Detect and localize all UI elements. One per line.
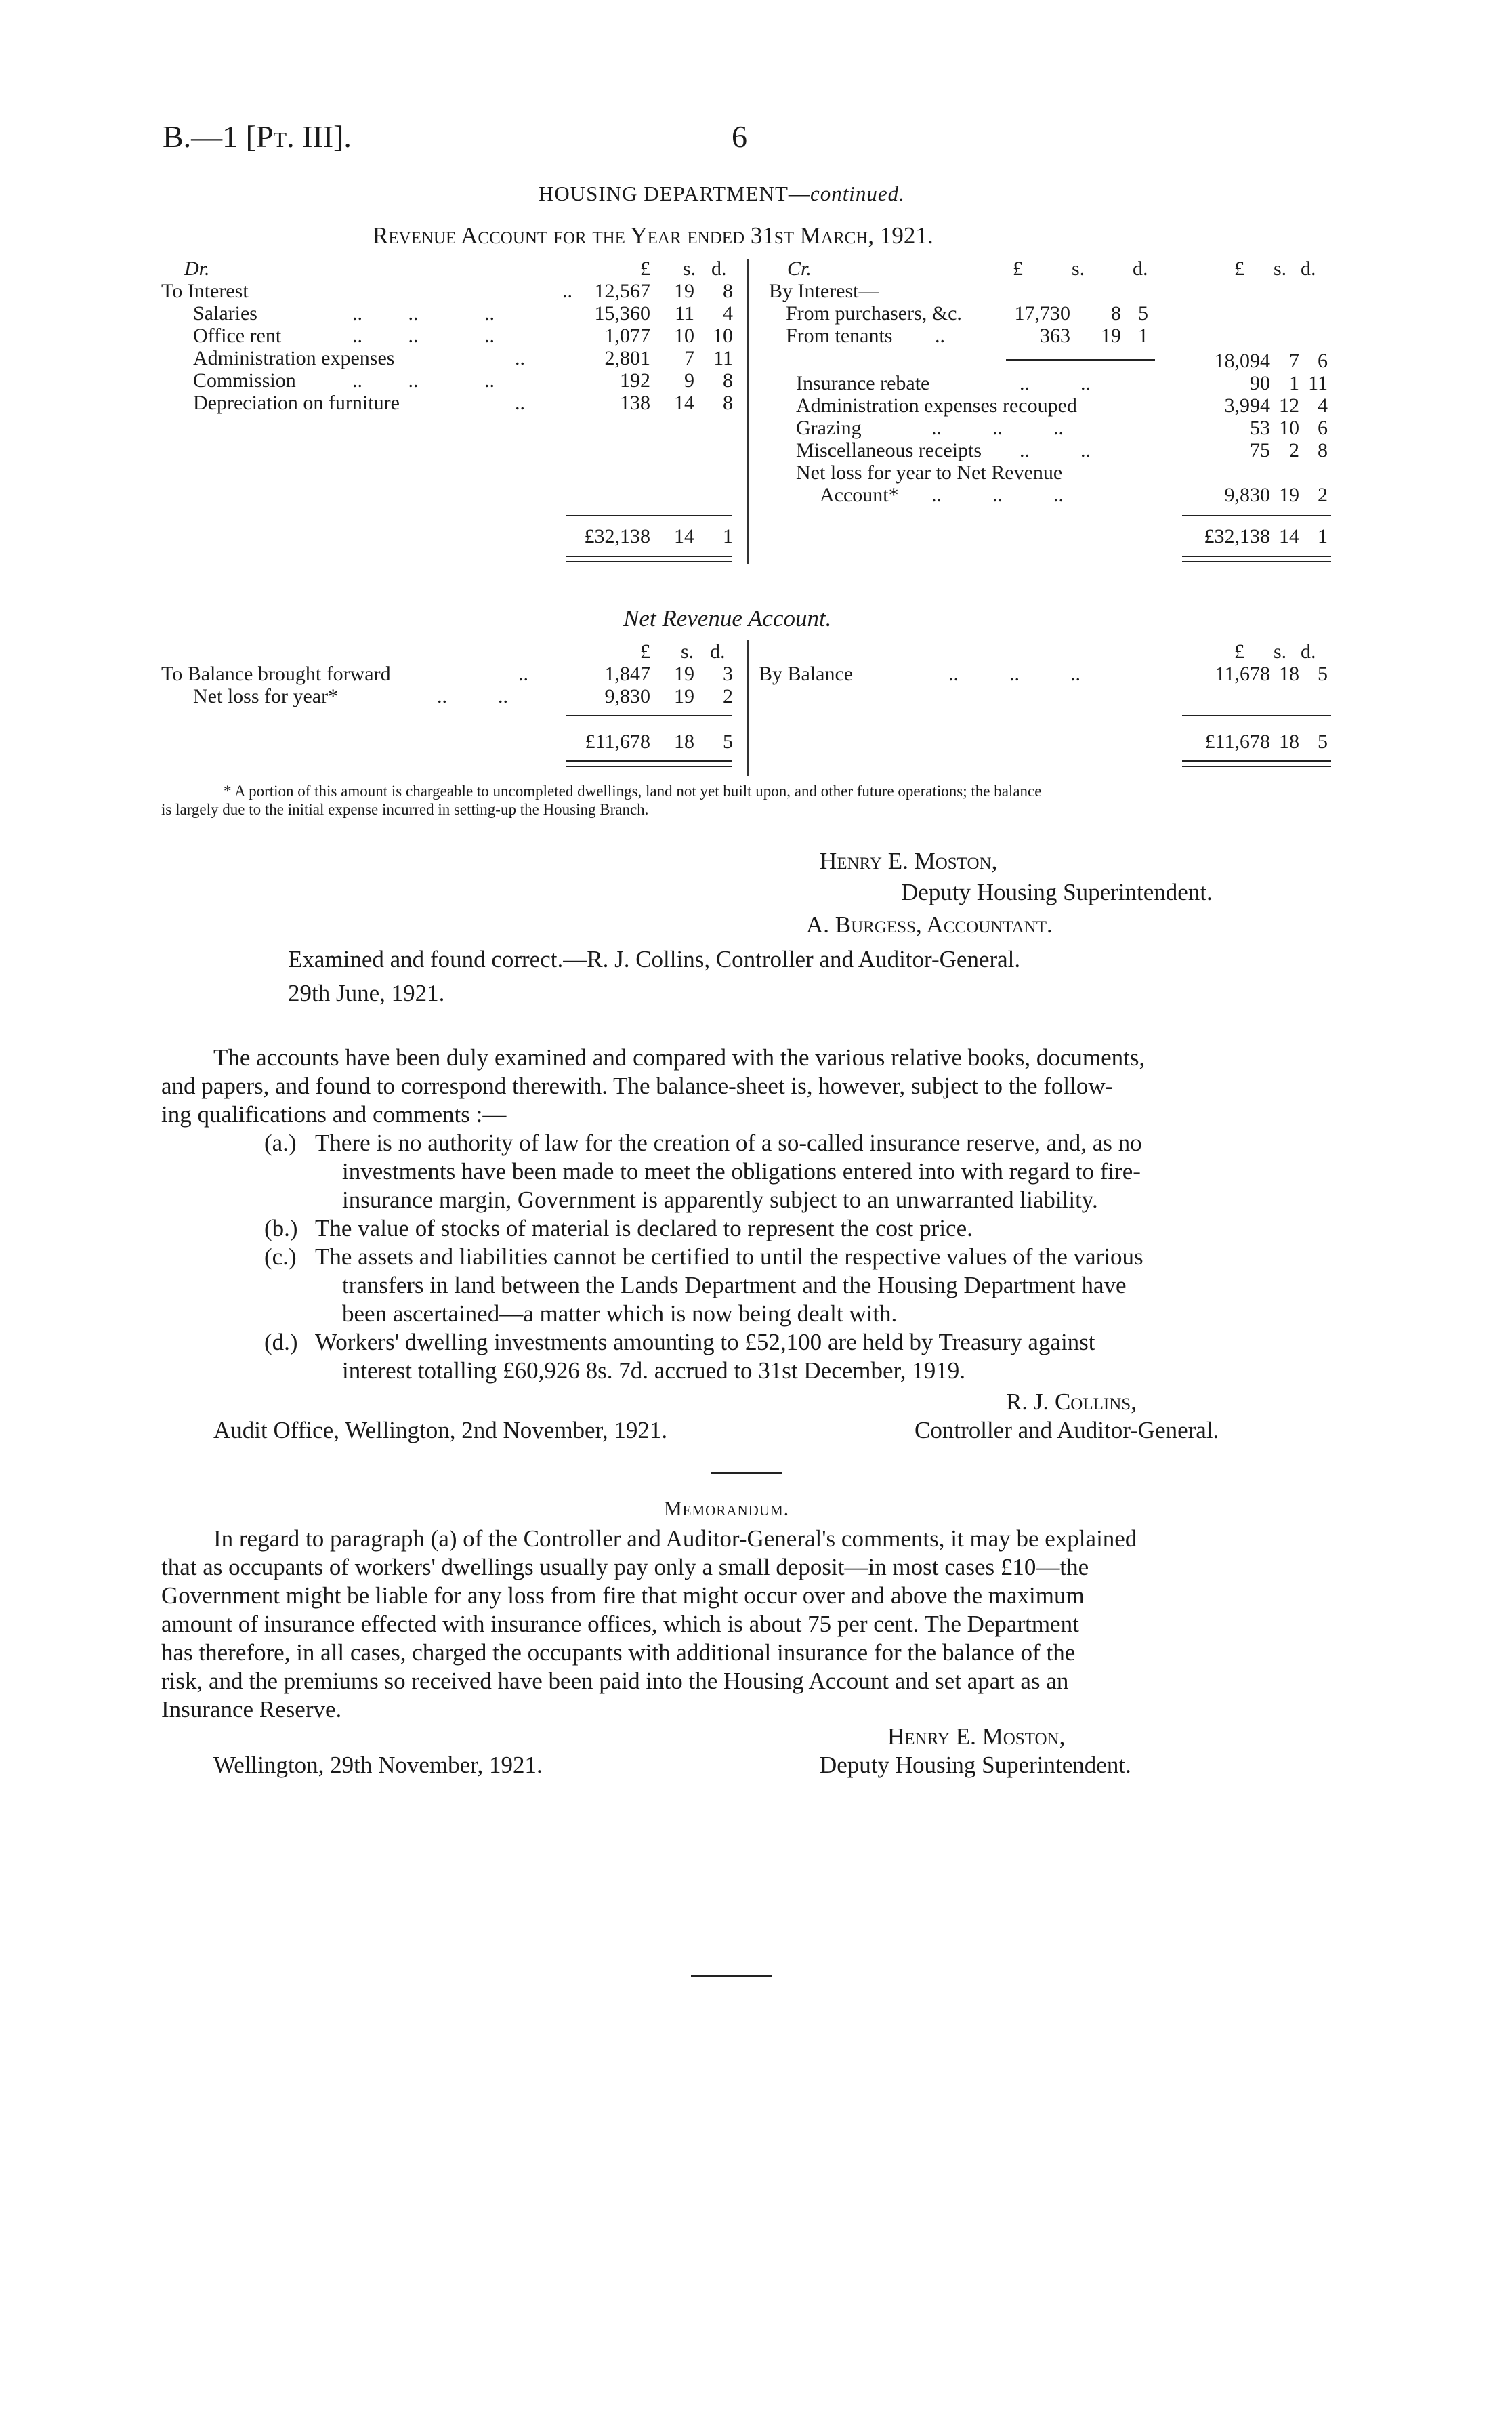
credit-sub-s-head: s. <box>1072 258 1085 280</box>
table-row <box>786 302 1165 325</box>
credit-d: 6 <box>1318 350 1328 372</box>
examined-date: 29th June, 1921. <box>288 980 445 1006</box>
account-title: Revenue Account for the Year ended 31st March, 1921. <box>373 222 933 249</box>
debit-s-head: s. <box>683 258 696 280</box>
credit-s: 2 <box>1289 439 1299 461</box>
debit-d: 4 <box>723 302 733 325</box>
leader-dots: .. .. .. <box>352 325 495 347</box>
burgess-signature: A. Burgess, Accountant. <box>806 911 1053 938</box>
credit-pound: 53 <box>1250 417 1270 439</box>
end-divider <box>691 1975 772 1977</box>
memo-line-1: In regard to paragraph (a) of the Controller and Auditor-General's comments, it may be explained <box>213 1525 1137 1552</box>
debit-label: Commission <box>193 369 296 392</box>
credit-d: 11 <box>1308 372 1328 394</box>
comment-c-line-3: been ascertained—a matter which is now being dealt with. <box>342 1300 898 1327</box>
debit-pound-head: £ <box>640 258 650 280</box>
moston-title: Deputy Housing Superintendent. <box>901 879 1213 905</box>
credit-pound: 75 <box>1250 439 1270 461</box>
net-revenue-column-heads <box>0 640 1512 663</box>
table-row <box>0 325 745 347</box>
net-credit-d: 5 <box>1318 663 1328 685</box>
table-row <box>0 347 745 369</box>
leader-dots: .. .. .. <box>931 484 1064 506</box>
credit-sub-d-head: d. <box>1133 258 1148 280</box>
net-credit-d-head: d. <box>1301 640 1316 663</box>
revenue-divider <box>747 259 749 564</box>
table-row <box>0 280 745 302</box>
memo-line-3: Government might be liable for any loss from fire that might occur over and above the maximum <box>161 1582 1085 1609</box>
net-debit-total-pound: £11,678 <box>585 730 650 753</box>
net-revenue-debit-total <box>0 730 745 753</box>
credit-sub-pound-head: £ <box>1013 258 1023 280</box>
credit-sub-pound: 363 <box>1040 325 1070 347</box>
net-loss-label-2: Account* <box>820 484 899 506</box>
credit-s: 10 <box>1279 417 1299 439</box>
footnote-line-2: is largely due to the initial expense incurred in setting-up the Housing Branch. <box>161 801 649 818</box>
revenue-column-heads <box>0 258 1512 280</box>
net-credit-label: By Balance <box>759 663 854 685</box>
credit-s: 12 <box>1279 394 1299 417</box>
page-number: 6 <box>732 119 747 154</box>
credit-sub-d: 5 <box>1138 302 1148 325</box>
memo-signer-title: Deputy Housing Superintendent. <box>820 1752 1131 1778</box>
section-divider <box>711 1472 782 1474</box>
net-debit-s: 19 <box>674 685 694 707</box>
comment-a-line-2: investments have been made to meet the obligations entered into with regard to fire- <box>342 1158 1141 1185</box>
memo-line-7: Insurance Reserve. <box>161 1696 342 1723</box>
debit-d: 8 <box>723 392 733 414</box>
comment-a-line-1: There is no authority of law for the creation of a so-called insurance reserve, and, as no <box>315 1130 1142 1156</box>
net-debit-s-head: s. <box>681 640 694 663</box>
total-rule <box>566 515 732 516</box>
leader-dots: .. <box>562 280 572 302</box>
credit-sub-label: From purchasers, &c. <box>786 302 962 325</box>
leader-dots: .. .. .. <box>948 663 1080 685</box>
credit-d-head: d. <box>1301 258 1316 280</box>
leader-dots: .. .. <box>1020 372 1091 394</box>
net-credit-total-d: 5 <box>1318 730 1328 753</box>
net-debit-pound: 1,847 <box>604 663 650 685</box>
debit-s: 9 <box>684 369 694 392</box>
leader-dots: .. <box>515 392 525 414</box>
table-row <box>0 302 745 325</box>
table-row <box>796 439 1328 461</box>
debit-pound: 192 <box>620 369 650 392</box>
debit-total-s: 14 <box>674 525 694 548</box>
credit-label: Miscellaneous receipts <box>796 439 982 461</box>
moston-signature: Henry E. Moston, <box>820 848 998 874</box>
double-rule-top <box>1182 760 1331 762</box>
net-revenue-title-text: Net Revenue Account. <box>623 605 832 632</box>
debit-s: 7 <box>684 347 694 369</box>
debit-d: 10 <box>713 325 733 347</box>
table-row <box>0 663 745 685</box>
audit-intro-3: ing qualifications and comments :— <box>161 1101 507 1128</box>
double-rule-bottom <box>1182 766 1331 767</box>
net-credit-pound-head: £ <box>1234 640 1244 663</box>
double-rule-bottom <box>566 766 732 767</box>
table-row <box>796 484 1328 506</box>
leader-dots: .. .. <box>437 685 508 707</box>
net-debit-d: 3 <box>723 663 733 685</box>
dr-label-text: Dr. <box>184 258 210 280</box>
comment-c-line-1: The assets and liabilities cannot be certified to until the respective values of the various <box>315 1243 1143 1270</box>
debit-d-head: d. <box>711 258 727 280</box>
net-loss-s: 19 <box>1279 484 1299 506</box>
net-loss-pound: 9,830 <box>1224 484 1270 506</box>
comment-a-mark: (a.) <box>264 1130 297 1156</box>
credit-d: 4 <box>1318 394 1328 417</box>
credit-sub-s: 8 <box>1111 302 1121 325</box>
debit-pound: 15,360 <box>594 302 650 325</box>
department-title <box>539 182 905 206</box>
net-debit-label: Net loss for year* <box>193 685 339 707</box>
table-row <box>786 325 1165 347</box>
credit-interest-header <box>769 280 1446 302</box>
table-row <box>0 392 745 414</box>
net-loss-label-1: Net loss for year to Net Revenue <box>796 461 1063 484</box>
total-rule <box>1182 715 1331 716</box>
debit-label: Depreciation on furniture <box>193 392 400 414</box>
debit-pound: 138 <box>620 392 650 414</box>
comment-b-line-1: The value of stocks of material is declared to represent the cost price. <box>315 1215 973 1241</box>
net-debit-total-s: 18 <box>674 730 694 753</box>
debit-s: 11 <box>675 302 694 325</box>
auditor-signature: R. J. Collins, <box>1006 1388 1137 1415</box>
table-row <box>0 685 745 707</box>
table-row <box>796 461 1328 484</box>
audit-place-date: Audit Office, Wellington, 2nd November, 1921. <box>213 1417 668 1443</box>
debit-label: Salaries <box>193 302 257 325</box>
comment-a-line-3: insurance margin, Government is apparently subject to an unwarranted liability. <box>342 1187 1098 1213</box>
memo-place-date: Wellington, 29th November, 1921. <box>213 1752 543 1778</box>
credit-label: Grazing <box>796 417 862 439</box>
credit-pound: 3,994 <box>1224 394 1270 417</box>
credit-s: 7 <box>1289 350 1299 372</box>
total-rule <box>566 715 732 716</box>
net-revenue-credit-total <box>759 730 1328 753</box>
net-revenue-title <box>623 605 831 632</box>
leader-dots: .. .. .. <box>352 302 495 325</box>
leader-dots: .. .. <box>1020 439 1091 461</box>
debit-s: 19 <box>674 280 694 302</box>
debit-pound: 2,801 <box>604 347 650 369</box>
audit-intro-1: The accounts have been duly examined and compared with the various relative books, documents, <box>213 1044 1146 1071</box>
debit-s: 10 <box>674 325 694 347</box>
table-row <box>759 663 1328 685</box>
net-credit-s: 18 <box>1279 663 1299 685</box>
debit-label: Office rent <box>193 325 282 347</box>
credit-sub-s: 19 <box>1101 325 1121 347</box>
comment-c-line-2: transfers in land between the Lands Department and the Housing Department have <box>342 1272 1127 1298</box>
double-rule-top <box>566 556 732 557</box>
total-rule <box>1182 515 1331 516</box>
net-loss-d: 2 <box>1318 484 1328 506</box>
comment-c-mark: (c.) <box>264 1243 297 1270</box>
debit-total-d: 1 <box>723 525 733 548</box>
net-debit-label: To Balance brought forward <box>161 663 391 685</box>
credit-interest-label: By Interest— <box>769 280 879 302</box>
leader-dots: .. <box>935 325 945 347</box>
net-debit-d-head: d. <box>710 640 726 663</box>
debit-label: To Interest <box>161 280 249 302</box>
double-rule-top <box>1182 556 1331 557</box>
continued-label: continued. <box>810 182 905 205</box>
debit-d: 11 <box>713 347 733 369</box>
table-row <box>796 394 1328 417</box>
net-credit-total-s: 18 <box>1279 730 1299 753</box>
credit-total-d: 1 <box>1318 525 1328 548</box>
net-debit-s: 19 <box>674 663 694 685</box>
debit-total-pound: £32,138 <box>584 525 650 548</box>
double-rule-bottom <box>1182 561 1331 562</box>
memo-line-5: has therefore, in all cases, charged the occupants with additional insurance for the balance of the <box>161 1639 1076 1666</box>
debit-d: 8 <box>723 280 733 302</box>
cr-label-text: Cr. <box>787 258 812 280</box>
auditor-title: Controller and Auditor-General. <box>915 1417 1219 1443</box>
credit-s-head: s. <box>1274 258 1287 280</box>
debit-label: Administration expenses <box>193 347 395 369</box>
net-credit-pound: 11,678 <box>1215 663 1270 685</box>
leader-dots: .. <box>515 347 525 369</box>
credit-pound-head: £ <box>1234 258 1244 280</box>
memo-line-4: amount of insurance effected with insurance offices, which is about 75 per cent. The Department <box>161 1611 1079 1637</box>
footnote-line-1: * A portion of this amount is chargeable to uncompleted dwellings, land not yet built upon, and other future operations; the balance <box>224 783 1042 800</box>
memo-signature: Henry E. Moston, <box>887 1723 1066 1750</box>
memo-line-2: that as occupants of workers' dwellings usually pay only a small deposit—in most cases £10—the <box>161 1554 1089 1580</box>
table-row <box>796 417 1328 439</box>
document-reference: B.—1 [Pt. III]. <box>163 119 352 154</box>
debit-d: 8 <box>723 369 733 392</box>
credit-sub-pound: 17,730 <box>1014 302 1070 325</box>
net-debit-d: 2 <box>723 685 733 707</box>
leader-dots: .. .. .. <box>931 417 1064 439</box>
double-rule-top <box>566 760 732 762</box>
memo-line-6: risk, and the premiums so received have been paid into the Housing Account and set apart as an <box>161 1668 1069 1694</box>
debit-pound: 12,567 <box>594 280 650 302</box>
net-debit-pound: 9,830 <box>604 685 650 707</box>
credit-sub-label: From tenants <box>786 325 893 347</box>
credit-sub-d: 1 <box>1138 325 1148 347</box>
leader-dots: .. <box>518 663 528 685</box>
debit-s: 14 <box>674 392 694 414</box>
table-row <box>0 369 745 392</box>
comment-d-mark: (d.) <box>264 1329 298 1355</box>
credit-label: Administration expenses recouped <box>796 394 1077 417</box>
table-row <box>786 350 1328 372</box>
comment-b-mark: (b.) <box>264 1215 298 1241</box>
memorandum-title: Memorandum. <box>664 1498 790 1520</box>
department-name: HOUSING DEPARTMENT— <box>539 182 810 205</box>
credit-d: 6 <box>1318 417 1328 439</box>
credit-pound: 90 <box>1250 372 1270 394</box>
net-credit-total-pound: £11,678 <box>1204 730 1270 753</box>
examined-statement: Examined and found correct.—R. J. Collins, Controller and Auditor-General. <box>288 946 1021 972</box>
comment-d-line-2: interest totalling £60,926 8s. 7d. accrued to 31st December, 1919. <box>342 1357 966 1384</box>
leader-dots: .. .. .. <box>352 369 495 392</box>
net-debit-total-d: 5 <box>723 730 733 753</box>
net-credit-s-head: s. <box>1274 640 1287 663</box>
revenue-debit-total <box>0 525 745 548</box>
table-row <box>796 372 1328 394</box>
credit-pound: 18,094 <box>1214 350 1270 372</box>
credit-total-s: 14 <box>1279 525 1299 548</box>
credit-d: 8 <box>1318 439 1328 461</box>
credit-s: 1 <box>1289 372 1299 394</box>
double-rule-bottom <box>566 561 732 562</box>
debit-pound: 1,077 <box>604 325 650 347</box>
comment-d-line-1: Workers' dwelling investments amounting to £52,100 are held by Treasury against <box>315 1329 1095 1355</box>
credit-label: Insurance rebate <box>796 372 930 394</box>
credit-total-pound: £32,138 <box>1204 525 1270 548</box>
audit-intro-2: and papers, and found to correspond therewith. The balance-sheet is, however, subject to the follow- <box>161 1073 1114 1099</box>
net-debit-pound-head: £ <box>640 640 650 663</box>
revenue-credit-total <box>796 525 1328 548</box>
